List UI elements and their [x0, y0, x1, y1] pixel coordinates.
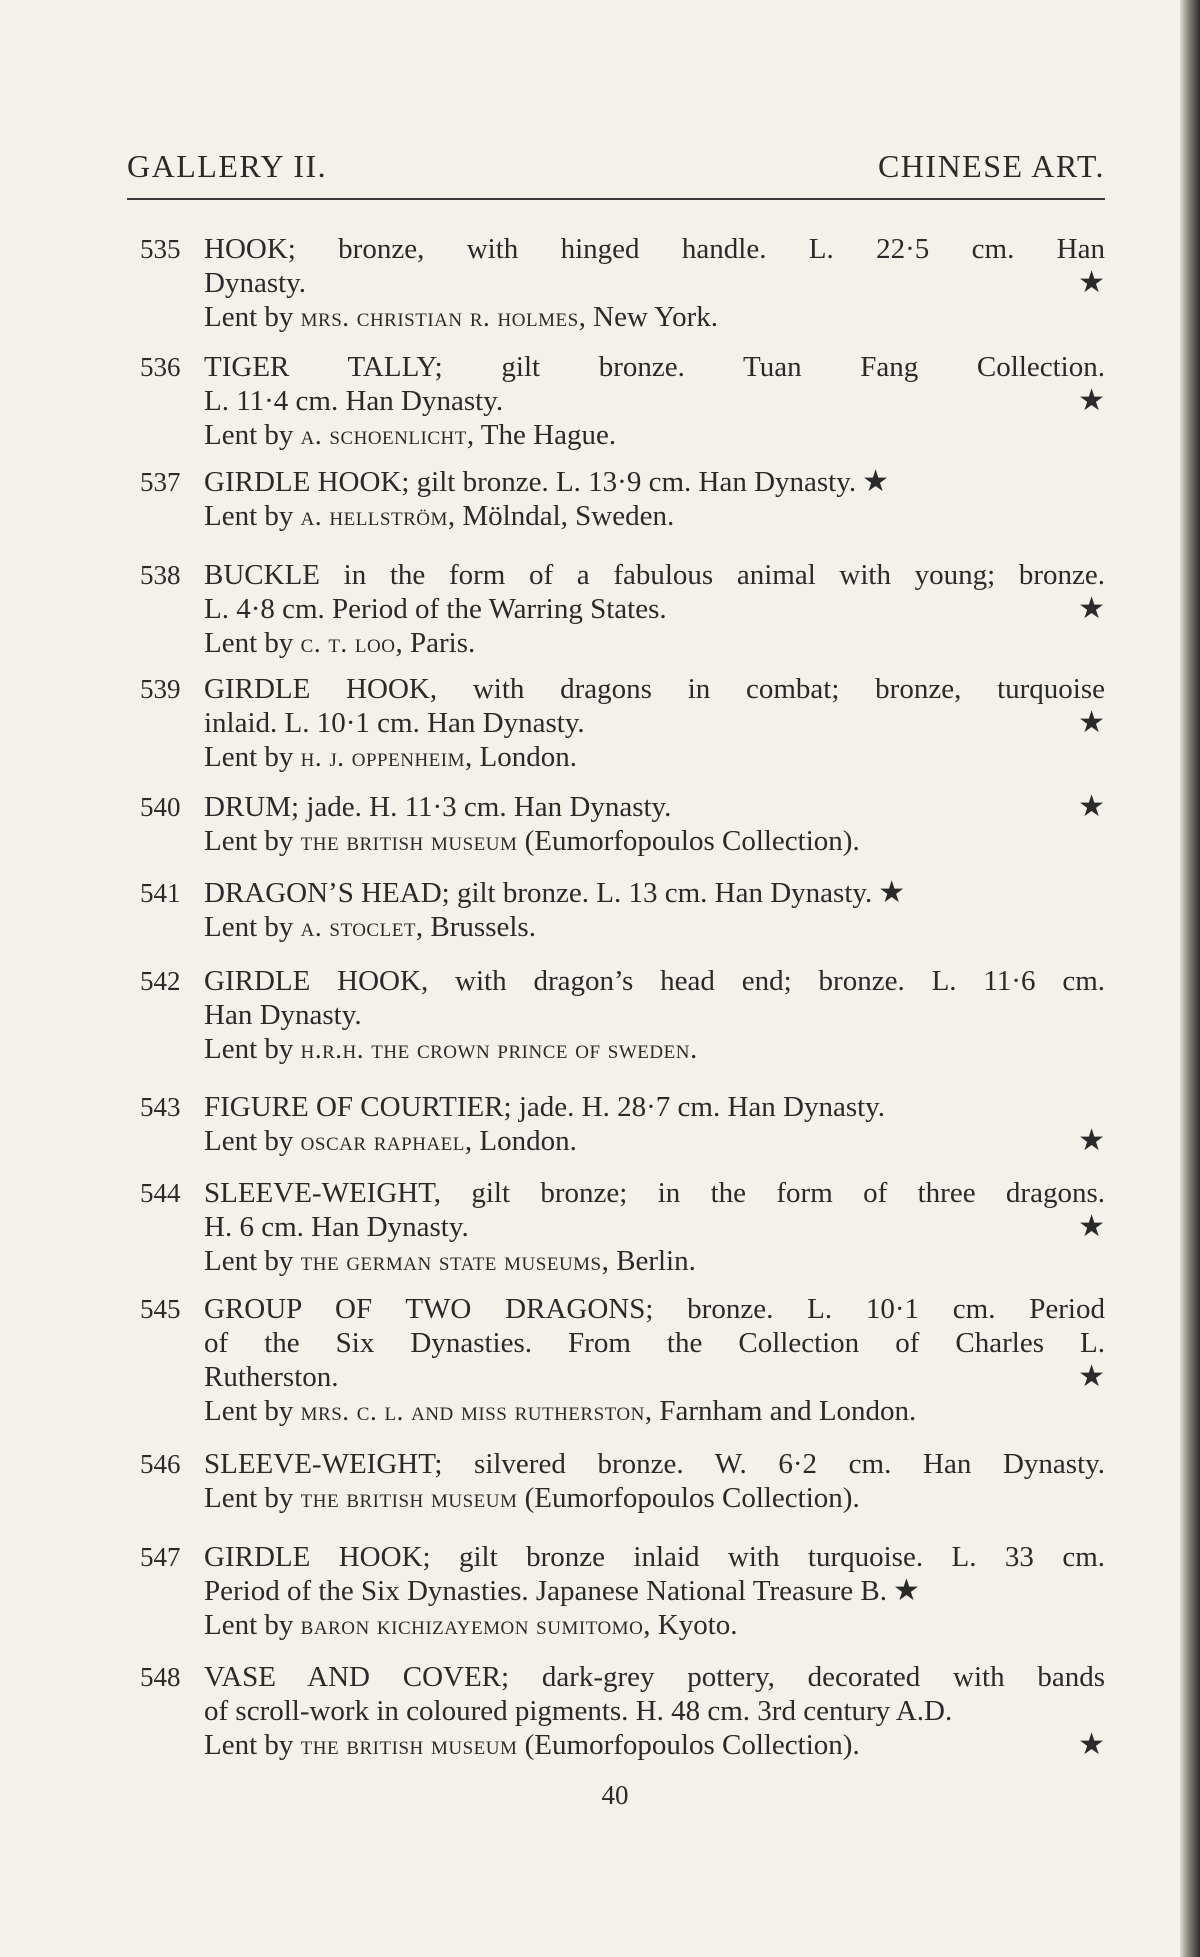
entry-text: [204, 1090, 1105, 1158]
entry-text: [204, 1540, 1105, 1642]
lender-place: , London.: [465, 741, 577, 773]
lender-line: [204, 626, 1105, 660]
lent-by-label: Lent by: [204, 1245, 301, 1277]
lender-name: h.r.h. the crown prince of sweden: [300, 1034, 690, 1064]
lent-by-label: Lent by: [204, 301, 301, 333]
entry-number: 536: [140, 352, 181, 382]
lender-place: , Farnham and London.: [644, 1395, 917, 1427]
lender-name: the british museum: [300, 1730, 518, 1760]
entry-description-line: inlaid. L. 10·1 cm. Han Dynasty. ★: [204, 706, 1105, 739]
section-heading: CHINESE ART.: [877, 148, 1105, 184]
entry-description-line: GIRDLE HOOK, with dragon’s head end; bronze. L. 11·6 cm.: [204, 965, 1105, 997]
entry-description-line: DRUM; jade. H. 11·3 cm. Han Dynasty. ★: [204, 790, 1105, 823]
star-icon: ★: [862, 465, 890, 498]
entry-text: [204, 1292, 1105, 1428]
entry-description-line: GIRDLE HOOK, with dragons in combat; bronze, turquoise: [204, 673, 1105, 705]
lender-name: the german state museums: [300, 1246, 602, 1276]
entry-number: 539: [140, 674, 181, 704]
entry-description-line: FIGURE OF COURTIER; jade. H. 28·7 cm. Han Dynasty.: [204, 1091, 886, 1123]
lender-name: a. stoclet: [300, 912, 416, 942]
entry-text: [204, 350, 1105, 452]
lender-line: [204, 1394, 1105, 1428]
entry-number: 541: [140, 878, 181, 908]
entry-number: 535: [140, 234, 181, 264]
entry-text: [204, 558, 1105, 660]
running-header: [127, 148, 1105, 185]
lender-place: .: [689, 1033, 698, 1065]
page-number: 40: [601, 1780, 629, 1810]
star-icon: ★: [1078, 1728, 1105, 1761]
lender-name: a. hellström: [300, 501, 448, 531]
lent-by-label: Lent by: [204, 1033, 301, 1065]
lender-line: [204, 910, 1105, 944]
lent-by-label: Lent by: [204, 1395, 301, 1427]
entry-number: 546: [140, 1449, 181, 1479]
entry-description-line: L. 11·4 cm. Han Dynasty. ★: [204, 384, 1105, 417]
star-icon: ★: [1078, 384, 1105, 417]
lender-line: [204, 1244, 1105, 1278]
lent-by-label: Lent by: [204, 825, 301, 857]
star-icon: ★: [1078, 1360, 1105, 1393]
lender-line: [204, 1728, 1105, 1762]
entry-description-line: HOOK; bronze, with hinged handle. L. 22·5 cm. Han: [204, 233, 1105, 265]
lender-place: , Kyoto.: [643, 1609, 738, 1641]
entry-text: [204, 465, 1105, 533]
lender-place: , Berlin.: [601, 1245, 696, 1277]
lent-by-label: Lent by: [204, 1482, 301, 1514]
entry-description-line: L. 4·8 cm. Period of the Warring States. ★: [204, 592, 1105, 625]
lender-line: [204, 824, 1105, 858]
lender-name: h. j. oppenheim: [300, 742, 466, 772]
lender-name: mrs. christian r. holmes: [300, 302, 579, 332]
lender-place: , Brussels.: [415, 911, 536, 943]
lender-line: [204, 1608, 1105, 1642]
entry-description-line: Han Dynasty.: [204, 999, 362, 1031]
star-icon: ★: [1078, 592, 1105, 625]
entry-text: [204, 1660, 1105, 1762]
entry-text: [204, 1447, 1105, 1515]
entry-description-line: of scroll-work in coloured pigments. H. 48 cm. 3rd century A.D.: [204, 1695, 953, 1727]
entry-description-line: BUCKLE in the form of a fabulous animal with young; bronze.: [204, 559, 1105, 591]
lender-place: , London.: [464, 1125, 577, 1157]
lender-name: the british museum: [300, 1483, 518, 1513]
entry-number: 543: [140, 1092, 181, 1122]
lender-name: a. schoenlicht: [300, 420, 467, 450]
lender-line: [204, 300, 1105, 334]
lender-place: , Paris.: [395, 627, 476, 659]
lent-by-label: Lent by: [204, 500, 301, 532]
entry-text: [204, 1176, 1105, 1278]
entry-number: 540: [140, 792, 181, 822]
lender-place: , Mölndal, Sweden.: [447, 500, 675, 532]
entry-text: [204, 790, 1105, 858]
entry-number: 537: [140, 467, 181, 497]
entry-number: 545: [140, 1294, 181, 1324]
lender-name: mrs. c. l. and miss rutherston: [300, 1396, 645, 1426]
lender-line: [204, 740, 1105, 774]
lender-line: [204, 499, 1105, 533]
entry-description-line: DRAGON’S HEAD; gilt bronze. L. 13 cm. Han Dynasty. ★: [204, 876, 906, 909]
lender-line: [204, 1481, 1105, 1515]
star-icon: ★: [1078, 1124, 1105, 1157]
book-spine-edge: [1180, 0, 1200, 1957]
entry-text: [204, 964, 1105, 1066]
lender-line: [204, 1124, 1105, 1158]
lender-name: c. t. loo: [300, 628, 396, 658]
entry-number: 538: [140, 560, 181, 590]
lent-by-label: Lent by: [204, 1729, 301, 1761]
star-icon: ★: [1078, 1210, 1105, 1243]
star-icon: ★: [893, 1574, 920, 1607]
entry-description-line: of the Six Dynasties. From the Collection of Charles L.: [204, 1327, 1105, 1359]
star-icon: ★: [1078, 266, 1105, 299]
entry-number: 544: [140, 1178, 181, 1208]
entry-text: [204, 232, 1105, 334]
lender-name: baron kichizayemon sumitomo: [300, 1610, 644, 1640]
entry-description-line: VASE AND COVER; dark-grey pottery, decorated with bands: [204, 1661, 1105, 1693]
header-rule: [127, 198, 1105, 200]
entry-number: 547: [140, 1542, 181, 1572]
entry-description-line: H. 6 cm. Han Dynasty. ★: [204, 1210, 1105, 1243]
entry-description-line: SLEEVE-WEIGHT, gilt bronze; in the form of three dragons.: [204, 1177, 1105, 1209]
lender-place: , New York.: [578, 301, 719, 333]
entry-number: 542: [140, 966, 181, 996]
lent-by-label: Lent by: [204, 419, 301, 451]
star-icon: ★: [878, 876, 906, 909]
entry-description-line: SLEEVE-WEIGHT; silvered bronze. W. 6·2 cm. Han Dynasty.: [204, 1448, 1105, 1480]
lender-place: (Eumorfopoulos Collection).: [517, 1482, 860, 1514]
entry-text: [204, 876, 1105, 944]
lent-by-label: Lent by: [204, 911, 301, 943]
gallery-heading: GALLERY II.: [127, 148, 328, 184]
lender-line: [204, 418, 1105, 452]
entry-text: [204, 672, 1105, 774]
lender-name: oscar raphael: [300, 1126, 465, 1156]
entry-description-line: Rutherston. ★: [204, 1360, 1105, 1393]
entry-number: 548: [140, 1662, 181, 1692]
lender-place: (Eumorfopoulos Collection).: [517, 1729, 860, 1761]
lent-by-label: Lent by: [204, 1609, 301, 1641]
entry-description-line: GROUP OF TWO DRAGONS; bronze. L. 10·1 cm. Period: [204, 1293, 1105, 1325]
lender-place: , The Hague.: [466, 419, 617, 451]
lent-by-label: Lent by: [204, 741, 301, 773]
lender-line: [204, 1032, 1105, 1066]
entry-description-line: TIGER TALLY; gilt bronze. Tuan Fang Collection.: [204, 351, 1105, 383]
lent-by-label: Lent by: [204, 1125, 301, 1157]
entry-description-line: GIRDLE HOOK; gilt bronze. L. 13·9 cm. Han Dynasty. ★: [204, 465, 890, 498]
lent-by-label: Lent by: [204, 627, 301, 659]
entry-description-line: Period of the Six Dynasties. Japanese National Treasure B. ★: [204, 1574, 920, 1607]
entry-description-line: GIRDLE HOOK; gilt bronze inlaid with turquoise. L. 33 cm.: [204, 1541, 1105, 1573]
lender-name: the british museum: [300, 826, 518, 856]
lender-place: (Eumorfopoulos Collection).: [517, 825, 860, 857]
star-icon: ★: [1078, 790, 1105, 823]
star-icon: ★: [1078, 706, 1105, 739]
entry-description-line: Dynasty. ★: [204, 266, 1105, 299]
